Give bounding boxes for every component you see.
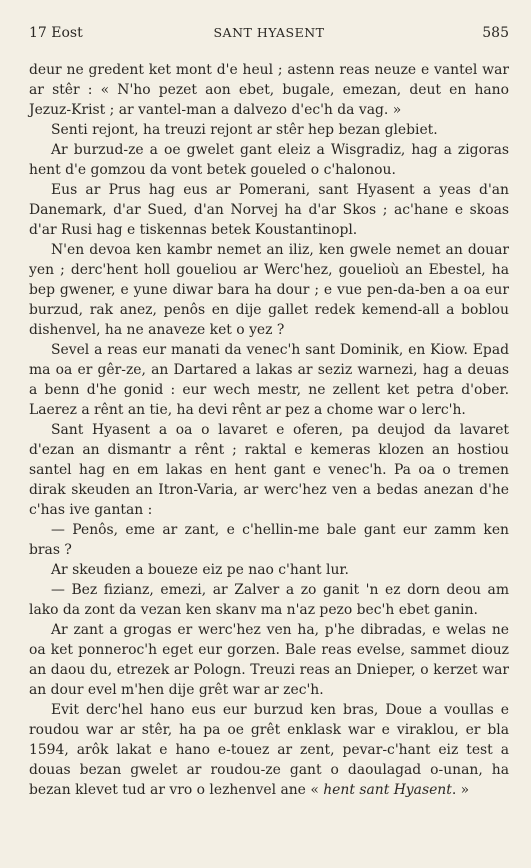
paragraph-6: Sevel a reas eur manati da venec'h sant Dominik, en Kiow. Epad ma oa er gêr-ze, an Dartared a lakas ar seziz warnezi, hag a deuas a benn d'he gonid : eur wech mestr, ne zellent ket petra d'ober. Laerez a rênt an tie, ha devi rênt ar pez a chome war o lerc'h. [29, 342, 509, 418]
paragraph-12-end: . » [451, 782, 470, 798]
paragraph-12 [29, 700, 509, 800]
running-header [29, 22, 509, 44]
paragraph-2: Senti rejont, ha treuzi rejont ar stêr hep bezan glebiet. [51, 122, 438, 138]
paragraph-12-text: Evit derc'hel hano eus eur burzud ken bras, Doue a voullas e roudou war ar stêr, ha pa oe grêt enklask war e viraklou, er bla 1594, arôk lakat e hano e-touez ar zent, pevar-c'hant eiz test a douas bezan gwelet ar roudou-ze gant o daoulagad o-unan, ha bezan klevet tud ar vro o lezhenvel ane « [29, 702, 509, 798]
paragraph-1: deur ne gredent ket mont d'e heul ; astenn reas neuze e vantel war ar stêr : « N'ho pezet aon ebet, bugale, emezan, deut en hano Jezuz-Krist ; ar vantel-man a dalvezo d'ec'h da vag. » [29, 62, 509, 118]
paragraph-11: Ar zant a grogas er werc'hez ven ha, p'he dibradas, e welas ne oa ket ponneroc'h eget eur gorzen. Bale reas evelse, sammet diouz an daou du, etrezek ar Pologn. Treuzi reas an Dnieper, o kerzet war an dour evel m'hen dije grêt war ar zec'h. [29, 622, 509, 698]
body-text [29, 60, 509, 800]
paragraph-8: — Penôs, eme ar zant, e c'hellin-me bale gant eur zamm ken bras ? [29, 522, 509, 558]
document-page [29, 22, 509, 800]
paragraph-9: Ar skeuden a boueze eiz pe nao c'hant lur. [51, 562, 349, 578]
paragraph-4: Eus ar Prus hag eus ar Pomerani, sant Hyasent a yeas d'an Danemark, d'ar Sued, d'an Norvej ha d'ar Skos ; ac'hane e skoas d'ar Rusi hag e tiskennas betek Koustantinopl. [29, 182, 509, 238]
paragraph-10: — Bez fizianz, emezi, ar Zalver a zo ganit 'n ez dorn deou am lako da zont da vezan ken skanv ma n'az pezo bec'h ebet ganin. [29, 582, 509, 618]
paragraph-3: Ar burzud-ze a oe gwelet gant eleiz a Wisgradiz, hag a zigoras hent d'e gomzou da vont betek goueled o c'halonou. [29, 142, 509, 178]
page-number: 585 [482, 25, 509, 41]
paragraph-12-italic: hent sant Hyasent [323, 782, 452, 798]
header-title: SANT HYASENT [213, 25, 325, 40]
paragraph-5: N'en devoa ken kambr nemet an iliz, ken gwele nemet an douar yen ; derc'hent holl goueliou ar Werc'hez, gouelioù an Ebestel, ha bep gwener, e yune diwar bara ha dour ; e vue pen-da-ben a oa eur burzud, rak anez, penôs en dije gallet redek kemend-all a boblou dishenvel, ha ne anaveze ket o yez ? [29, 242, 509, 338]
header-date: 17 Eost [29, 25, 83, 41]
paragraph-7: Sant Hyasent a oa o lavaret e oferen, pa deujod da lavaret d'ezan an dismantr a rênt ; raktal e kemeras klozen an hostiou santel hag en em lakas en hent gant e venec'h. Pa oa o tremen dirak skeuden an Itron-Varia, ar werc'hez ven a bedas anezan d'he c'has ive gantan : [29, 422, 509, 518]
